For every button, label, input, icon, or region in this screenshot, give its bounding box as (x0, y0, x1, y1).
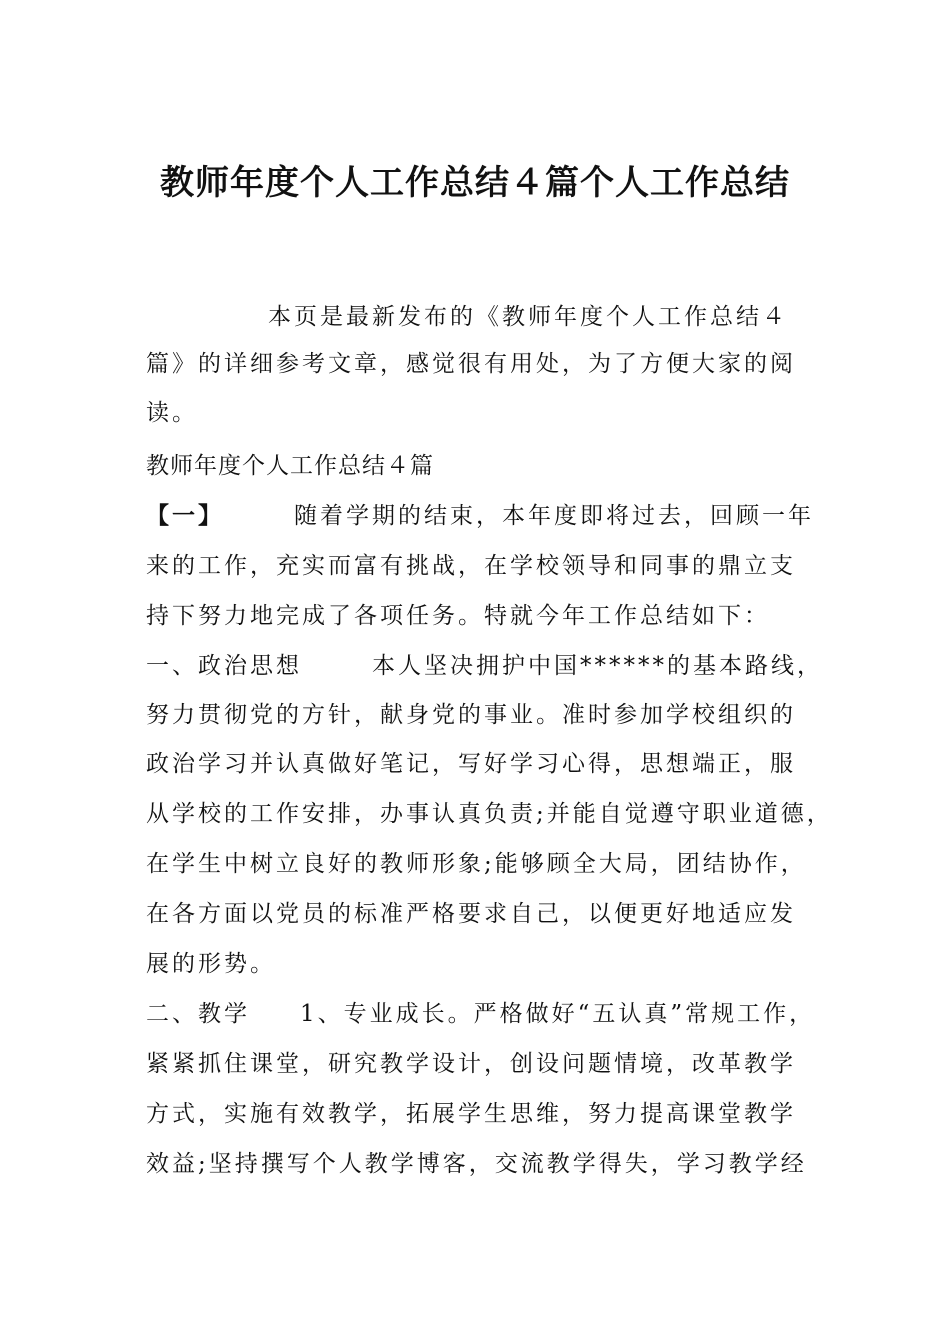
section1-line-7: 展的形势。 (146, 951, 276, 977)
section2-line-2: 紧紧抓住课堂，研究教学设计，创设问题情境，改革教学 (146, 1051, 796, 1077)
section1-line-5: 在学生中树立良好的教师形象;能够顾全大局，团结协作， (146, 851, 807, 877)
section2-line-3: 方式，实施有效教学，拓展学生思维，努力提高课堂教学 (146, 1101, 796, 1127)
subtitle: 教师年度个人工作总结４篇 (146, 453, 434, 479)
section1-heading: 一、政治思想 (146, 653, 302, 679)
part1-line-1 (146, 497, 814, 530)
section2-line-4: 效益;坚持撰写个人教学博客，交流教学得失，学习教学经 (146, 1151, 807, 1177)
section1-line-1 (146, 647, 823, 680)
document-title: 教师年度个人工作总结４篇个人工作总结 (160, 163, 790, 203)
section2-line-1 (146, 995, 815, 1028)
section1-line-3: 政治学习并认真做好笔记，写好学习心得，思想端正，服 (146, 751, 796, 777)
section1-line-4: 从学校的工作安排，办事认真负责;并能自觉遵守职业道德， (146, 801, 833, 827)
section1-line-6: 在各方面以党员的标准严格要求自己，以便更好地适应发 (146, 901, 796, 927)
intro-line-3: 读。 (146, 400, 198, 426)
section1-text-1: 本人坚决拥护中国******的基本路线， (372, 653, 823, 679)
part1-line-2: 来的工作，充实而富有挑战，在学校领导和同事的鼎立支 (146, 553, 796, 579)
part1-line-3: 持下努力地完成了各项任务。特就今年工作总结如下： (146, 603, 770, 629)
intro-line-1: 本页是最新发布的《教师年度个人工作总结４ (268, 304, 788, 330)
intro-line-2: 篇》的详细参考文章，感觉很有用处，为了方便大家的阅 (146, 351, 796, 377)
part1-marker: 【一】 (146, 502, 224, 529)
section1-line-2: 努力贯彻党的方针，献身党的事业。准时参加学校组织的 (146, 702, 796, 728)
section2-text-1: 1、专业成长。严格做好“五认真”常规工作， (300, 1001, 816, 1027)
section2-heading: 二、教学 (146, 1001, 250, 1027)
part1-text-1: 随着学期的结束，本年度即将过去，回顾一年 (294, 503, 814, 529)
